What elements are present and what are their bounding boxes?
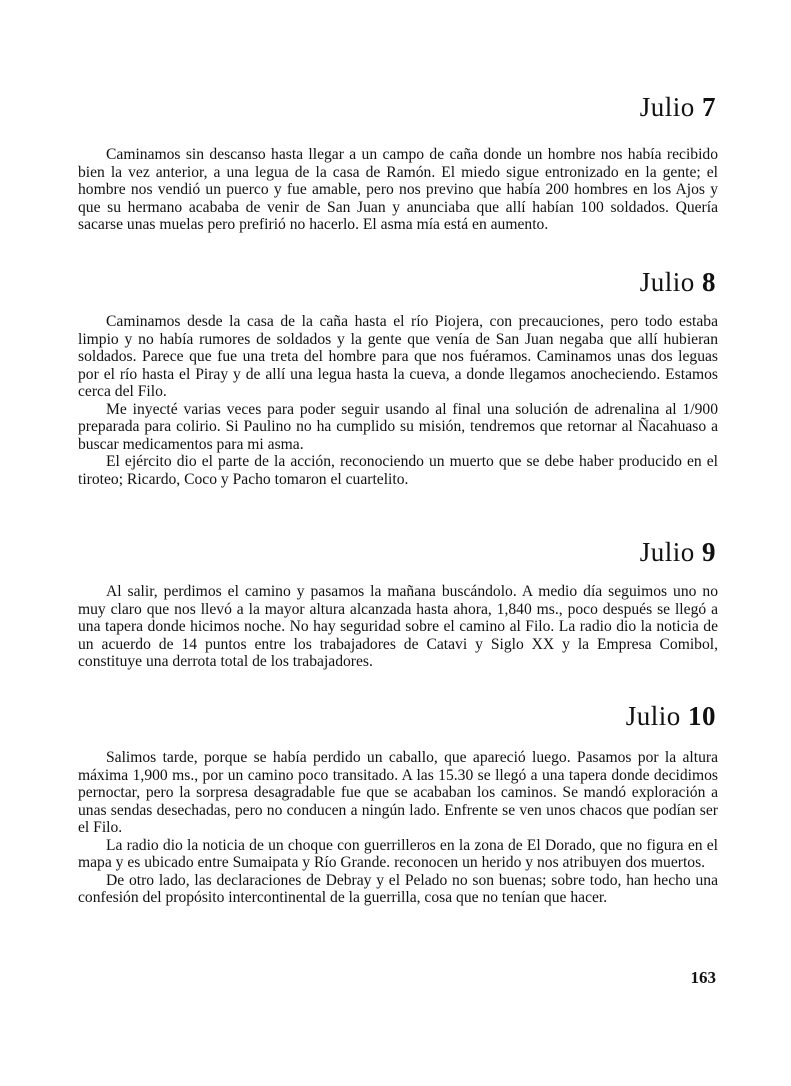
entry-paragraph: El ejército dio el parte de la acción, reconociendo un muerto que se debe haber producido en el tiroteo; Ricardo, Coco y Pacho tomaron el cuartelito. <box>78 453 718 488</box>
entry-day: 10 <box>688 701 716 731</box>
page-number: 163 <box>690 968 716 987</box>
entry-paragraph: Al salir, perdimos el camino y pasamos la mañana buscándolo. A medio día seguimos uno no muy claro que nos llevó a la mayor altura alcanzada hasta ahora, 1,840 ms., poco después se llegó a una tapera donde hicimos noche. No hay seguridad sobre el camino al Filo. La radio dio la noticia de un acuerdo de 14 puntos entre los trabajadores de Catavi y Siglo XX y la Empresa Comibol, constituye una derrota total de los trabajadores. <box>78 583 718 670</box>
entry-paragraph: La radio dio la noticia de un choque con guerrilleros en la zona de El Dorado, que no figura en el mapa y es ubicado entre Sumaipata y Río Grande. reconocen un herido y nos atribuyen dos muertos. <box>78 836 718 871</box>
entry-month: Julio <box>639 92 695 122</box>
entry-paragraph: Caminamos sin descanso hasta llegar a un campo de caña donde un hombre nos había recibido bien la vez anterior, a una legua de la casa de Ramón. El miedo sigue entronizado en la gente; el hombre nos vendió un puerco y fue amable, pero nos previno que había 200 hombres en los Ajos y que su hermano acababa de venir de San Juan y anunciaba que allí habían 100 soldados. Quería sacarse unas muelas pero prefirió no hacerlo. El asma mía está en aumento. <box>78 146 718 233</box>
entry-day: 9 <box>702 537 716 567</box>
entry-month: Julio <box>639 267 695 297</box>
entry-heading-julio-9 <box>640 537 716 568</box>
entry-paragraph: Caminamos desde la casa de la caña hasta el río Piojera, con precauciones, pero todo estaba limpio y no había rumores de soldados y la gente que venía de San Juan negaba que allí hubieran soldados. Parece que fue una treta del hombre para que nos fuéramos. Caminamos unas dos leguas por el río hasta el Piray y de allí una legua hasta la cueva, a donde llegamos anocheciendo. Estamos cerca del Filo. <box>78 313 718 400</box>
entry-body-julio-8 <box>78 313 718 488</box>
entry-month: Julio <box>639 537 695 567</box>
entry-paragraph: Me inyecté varias veces para poder seguir usando al final una solución de adrenalina al 1/900 preparada para colirio. Si Paulino no ha cumplido su misión, tendremos que retornar al Ñacahuaso a buscar medicamentos para mi asma. <box>78 400 718 453</box>
entry-body-julio-7 <box>78 146 718 234</box>
entry-day: 8 <box>702 267 716 297</box>
entry-paragraph: Salimos tarde, porque se había perdido un caballo, que apareció luego. Pasamos por la altura máxima 1,900 ms., por un camino poco transitado. A las 15.30 se llegó a una tapera donde decidimos pernoctar, pero la sorpresa desagradable fue que se acababan los caminos. Se mandó exploración a unas sendas desechadas, pero no conducen a ningún lado. Enfrente se ven unos chacos que podían ser el Filo. <box>78 749 718 836</box>
entry-heading-julio-7 <box>640 92 716 123</box>
entry-day: 7 <box>702 92 716 122</box>
entry-heading-julio-10 <box>626 701 716 732</box>
entry-paragraph: De otro lado, las declaraciones de Debray y el Pelado no son buenas; sobre todo, han hecho una confesión del propósito intercontinental de la guerrilla, cosa que no tenían que hacer. <box>78 871 718 906</box>
entry-month: Julio <box>625 701 681 731</box>
entry-body-julio-10 <box>78 749 718 907</box>
entry-body-julio-9 <box>78 583 718 671</box>
entry-heading-julio-8 <box>640 267 716 298</box>
